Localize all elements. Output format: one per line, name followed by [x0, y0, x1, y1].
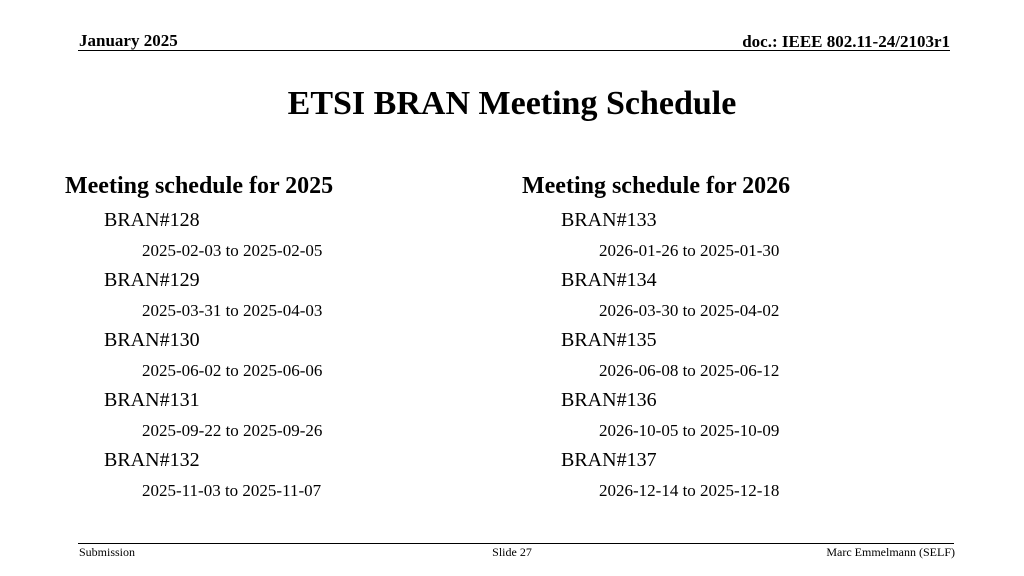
meeting-id: BRAN#136 — [561, 389, 657, 411]
meeting-dates: 2025-11-03 to 2025-11-07 — [142, 481, 322, 500]
meeting-dates: 2026-12-14 to 2025-12-18 — [599, 481, 780, 500]
meeting-dates: 2025-03-31 to 2025-04-03 — [142, 301, 323, 320]
meeting-item — [65, 206, 485, 263]
meeting-dates: 2026-10-05 to 2025-10-09 — [599, 421, 780, 440]
meeting-item — [522, 446, 942, 503]
meeting-id: BRAN#135 — [561, 329, 657, 351]
meeting-item — [65, 446, 485, 503]
meeting-dates: 2026-06-08 to 2025-06-12 — [599, 361, 780, 380]
schedule-2025-column — [65, 171, 485, 503]
header-doc-id: doc.: IEEE 802.11-24/2103r1 — [742, 32, 950, 51]
schedule-2025-heading: Meeting schedule for 2025 — [65, 173, 334, 199]
footer-slide-number: Slide 27 — [492, 545, 532, 559]
meeting-item — [65, 386, 485, 443]
meeting-dates: 2025-02-03 to 2025-02-05 — [142, 241, 323, 260]
footer-divider — [78, 543, 954, 544]
meeting-item — [65, 326, 485, 383]
footer-author: Marc Emmelmann (SELF) — [826, 545, 955, 559]
meeting-id: BRAN#129 — [104, 269, 200, 291]
meeting-id: BRAN#131 — [104, 389, 200, 411]
header-date: January 2025 — [79, 31, 178, 50]
meeting-item — [65, 266, 485, 323]
slide-title: ETSI BRAN Meeting Schedule — [287, 85, 737, 122]
meeting-dates: 2025-06-02 to 2025-06-06 — [142, 361, 323, 380]
footer-submission: Submission — [79, 545, 136, 559]
meeting-dates: 2026-03-30 to 2025-04-02 — [599, 301, 780, 320]
meeting-dates: 2026-01-26 to 2025-01-30 — [599, 241, 780, 260]
schedule-2026-heading: Meeting schedule for 2026 — [522, 173, 791, 199]
meeting-dates: 2025-09-22 to 2025-09-26 — [142, 421, 323, 440]
header-divider — [78, 50, 950, 51]
meeting-item — [522, 386, 942, 443]
meeting-item — [522, 326, 942, 383]
meeting-id: BRAN#130 — [104, 329, 200, 351]
meeting-item — [522, 266, 942, 323]
meeting-id: BRAN#137 — [561, 449, 657, 471]
schedule-2026-column — [522, 171, 942, 503]
meeting-id: BRAN#133 — [561, 209, 657, 231]
meeting-item — [522, 206, 942, 263]
meeting-id: BRAN#132 — [104, 449, 200, 471]
meeting-id: BRAN#128 — [104, 209, 200, 231]
meeting-id: BRAN#134 — [561, 269, 657, 291]
